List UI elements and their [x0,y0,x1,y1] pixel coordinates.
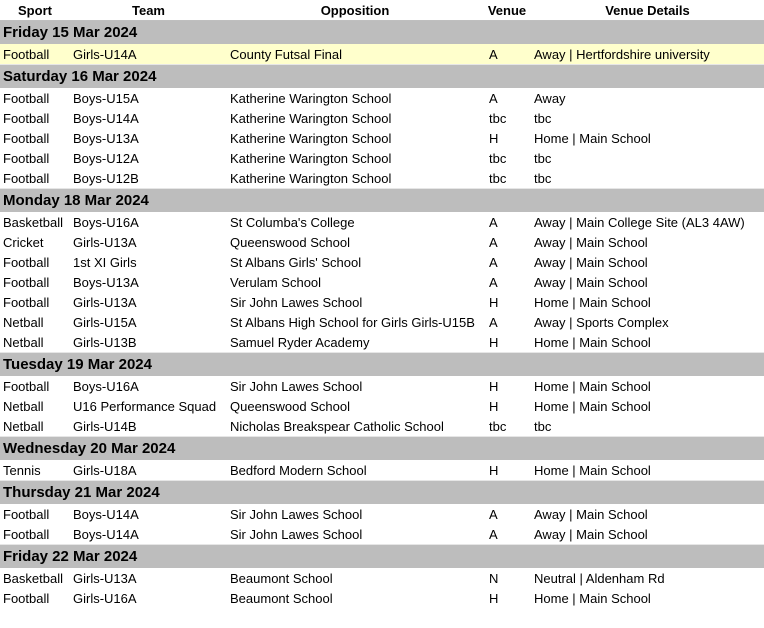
fixture-opposition: Samuel Ryder Academy [230,334,370,350]
fixture-row [0,148,764,168]
fixture-opposition: St Albans High School for Girls Girls-U15B [230,314,475,330]
day-label: Thursday 21 Mar 2024 [0,481,764,505]
fixture-venue-details: Away | Main School [534,234,648,250]
fixture-sport: Netball [3,398,44,414]
fixture-venue-details: Away | Main College Site (AL3 4AW) [534,214,745,230]
fixture-team: Girls-U14A [70,44,227,65]
day-label: Friday 15 Mar 2024 [0,21,764,45]
fixture-opposition: Verulam School [230,274,322,290]
fixtures-body [0,21,764,609]
fixture-venue: tbc [489,110,507,126]
header-venue: Venue [483,0,531,21]
header-team: Team [70,0,227,21]
fixture-team: Boys-U12A [73,150,139,166]
fixture-sport: Football [0,44,70,65]
fixture-venue: A [489,234,498,250]
fixture-team: Boys-U14A [73,526,139,542]
fixture-row [0,376,764,396]
fixture-sport: Football [3,378,50,394]
fixture-opposition: Sir John Lawes School [230,526,363,542]
fixture-opposition: St Albans Girls' School [230,254,362,270]
fixture-opposition: Sir John Lawes School [230,294,363,310]
fixture-sport: Football [3,90,50,106]
fixture-venue: H [489,378,499,394]
fixture-row [0,272,764,292]
fixture-team: Girls-U16A [73,590,137,606]
fixture-row [0,332,764,353]
fixture-row [0,168,764,189]
fixture-opposition: Sir John Lawes School [230,506,363,522]
fixture-row [0,44,764,65]
fixture-team: Boys-U13A [73,130,139,146]
fixture-row [0,128,764,148]
fixture-sport: Football [3,110,50,126]
fixture-venue: A [489,506,498,522]
fixture-venue: H [489,590,499,606]
fixture-venue-details: Away | Main School [534,526,648,542]
fixture-team: Girls-U18A [73,462,137,478]
fixture-opposition: Beaumont School [230,590,333,606]
fixture-opposition: Beaumont School [230,570,333,586]
fixture-sport: Football [3,526,50,542]
fixture-venue-details: tbc [534,170,552,186]
fixture-opposition: Katherine Warington School [230,150,392,166]
day-header-row [0,481,764,505]
fixture-row [0,88,764,108]
fixture-sport: Football [3,274,50,290]
fixture-opposition: Nicholas Breakspear Catholic School [230,418,444,434]
day-header-row [0,65,764,89]
fixture-venue-details: Home | Main School [534,462,651,478]
fixture-venue: H [489,462,499,478]
fixture-venue: tbc [489,170,507,186]
fixture-sport: Netball [3,334,44,350]
fixture-row [0,312,764,332]
fixture-venue-details: Away | Main School [534,506,648,522]
fixture-opposition: Katherine Warington School [230,90,392,106]
fixture-venue-details: Home | Main School [534,398,651,414]
fixture-venue-details: Home | Main School [534,378,651,394]
fixture-team: Girls-U15A [73,314,137,330]
fixture-venue: tbc [489,150,507,166]
day-label: Friday 22 Mar 2024 [0,545,764,569]
day-header-row [0,353,764,377]
fixture-venue: A [489,526,498,542]
day-header-row [0,189,764,213]
fixture-sport: Netball [3,418,44,434]
fixture-opposition: County Futsal Final [227,44,483,65]
day-label: Saturday 16 Mar 2024 [0,65,764,89]
fixture-opposition: Bedford Modern School [230,462,367,478]
fixture-opposition: Sir John Lawes School [230,378,363,394]
header-sport: Sport [0,0,70,21]
fixture-venue-details: tbc [534,150,552,166]
fixture-venue-details: tbc [534,110,552,126]
fixture-team: Boys-U14A [73,506,139,522]
fixture-row [0,588,764,608]
day-header-row [0,21,764,45]
fixture-venue: N [489,570,499,586]
fixture-sport: Football [3,130,50,146]
fixture-venue-details: Home | Main School [534,590,651,606]
day-header-row [0,545,764,569]
fixture-team: Girls-U14B [73,418,137,434]
fixture-sport: Basketball [3,570,63,586]
fixture-venue-details: tbc [534,418,552,434]
fixture-row [0,504,764,524]
fixture-venue-details: Home | Main School [534,334,651,350]
fixture-opposition: St Columba's College [230,214,355,230]
fixture-row [0,212,764,232]
fixture-venue-details: Away [534,90,566,106]
fixture-venue-details: Home | Main School [534,130,651,146]
fixture-sport: Football [3,150,50,166]
fixture-team: Girls-U13B [73,334,137,350]
fixture-sport: Cricket [3,234,44,250]
fixture-venue-details: Away | Sports Complex [534,314,669,330]
fixture-venue: A [483,44,531,65]
fixture-venue: A [489,274,498,290]
fixture-team: Boys-U16A [73,214,139,230]
fixture-team: Boys-U14A [73,110,139,126]
fixture-row [0,292,764,312]
fixture-opposition: Katherine Warington School [230,170,392,186]
fixture-team: Girls-U13A [73,570,137,586]
fixture-opposition: Queenswood School [230,398,350,414]
day-label: Tuesday 19 Mar 2024 [0,353,764,377]
fixture-team: Girls-U13A [73,294,137,310]
fixture-row [0,416,764,437]
fixture-sport: Tennis [3,462,41,478]
fixture-venue: H [489,334,499,350]
fixture-sport: Football [3,590,50,606]
fixture-venue: H [489,130,499,146]
header-opposition: Opposition [227,0,483,21]
fixture-row [0,108,764,128]
day-label: Monday 18 Mar 2024 [0,189,764,213]
fixture-venue: A [489,314,498,330]
fixture-team: Boys-U15A [73,90,139,106]
fixture-team: U16 Performance Squad [73,398,217,414]
header-row [0,0,764,21]
fixture-row [0,396,764,416]
day-header-row [0,437,764,461]
fixture-opposition: Katherine Warington School [230,110,392,126]
fixture-row [0,252,764,272]
fixture-venue: tbc [489,418,507,434]
fixture-team: Boys-U13A [73,274,139,290]
fixture-sport: Football [3,294,50,310]
fixture-team: Girls-U13A [73,234,137,250]
fixture-venue: A [489,214,498,230]
fixture-team: 1st XI Girls [73,254,137,270]
fixture-team: Boys-U16A [73,378,139,394]
fixture-venue-details: Away | Main School [534,254,648,270]
fixture-venue-details: Home | Main School [534,294,651,310]
fixture-venue: H [489,294,499,310]
fixture-venue: H [489,398,499,414]
fixture-venue: A [489,254,498,270]
fixture-venue-details: Away | Hertfordshire university [531,44,764,65]
day-label: Wednesday 20 Mar 2024 [0,437,764,461]
fixture-opposition: Queenswood School [230,234,350,250]
fixture-row [0,568,764,588]
fixture-venue-details: Away | Main School [534,274,648,290]
fixture-sport: Netball [3,314,44,330]
fixture-row [0,232,764,252]
fixture-row [0,524,764,545]
fixture-opposition: Katherine Warington School [230,130,392,146]
fixture-venue: A [489,90,498,106]
fixture-sport: Basketball [3,214,63,230]
header-venue-details: Venue Details [531,0,764,21]
fixture-team: Boys-U12B [73,170,139,186]
fixture-sport: Football [3,254,50,270]
fixture-venue-details: Neutral | Aldenham Rd [534,570,665,586]
fixture-row [0,460,764,481]
fixture-sport: Football [3,170,50,186]
fixture-sport: Football [3,506,50,522]
